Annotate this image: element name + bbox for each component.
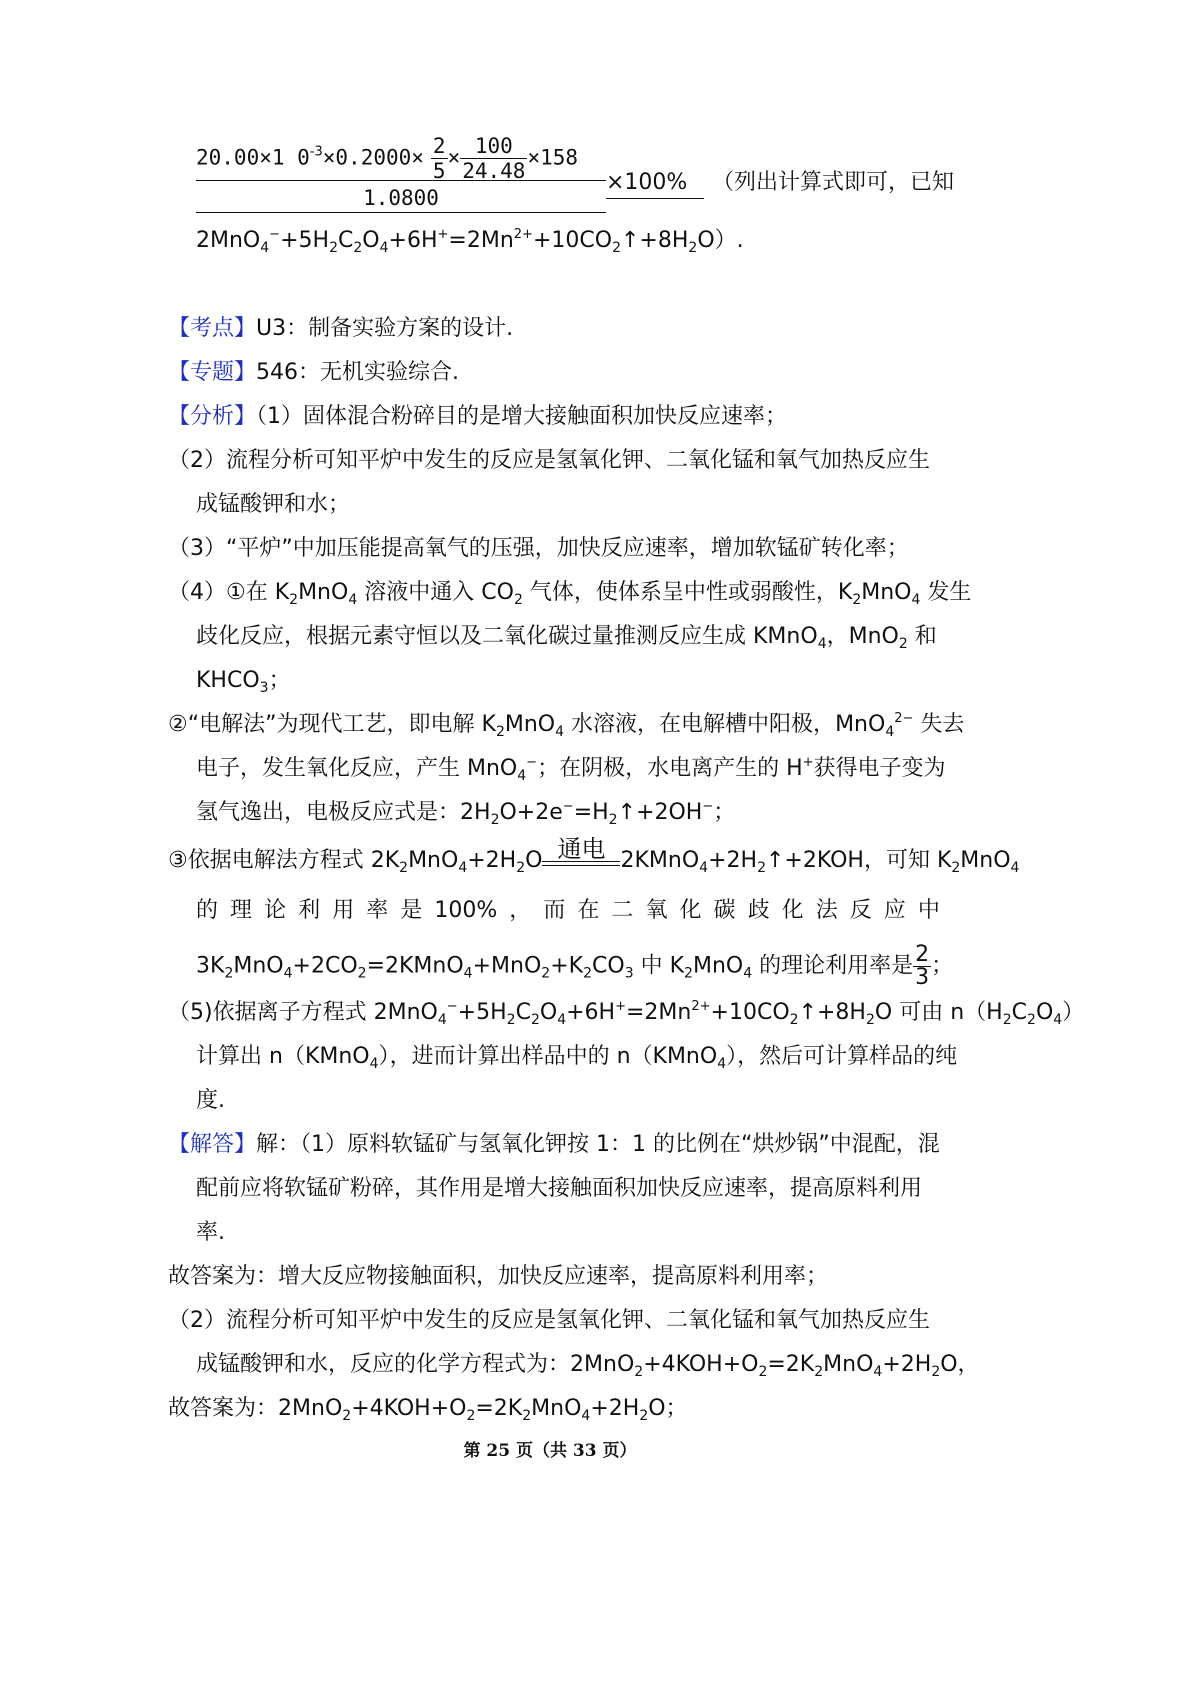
analysis-4-line3: $KHCO_3$； xyxy=(196,668,291,696)
analysis-5-line1: （5)依据离子方程式 $2MnO_4^-+5H_2C_2O_4+6H^+=2Mn^{2+}+10CO_2↑+8H_2O$ 可由 $n(H_2C_2O_4)$ xyxy=(168,999,1085,1028)
analysis-2-line1: （2）流程分析可知平炉中发生的反应是氢氧化钾、二氧化锰和氧气加热反应生 xyxy=(168,448,930,473)
justified-word: 化 xyxy=(781,898,804,923)
analysis-4-3-line1: ③依据电解法方程式 $2K_2MnO_4+2H_2O$ 通电 $2KMnO_4+2H_2↑+2KOH$，可知 $K_2MnO_4$ xyxy=(168,835,1020,876)
formula-note: （列出计算式即可，已知 xyxy=(712,170,955,195)
formula-numerator: 20.00×1 $0^{-3}\times 0.2000\times$ $\frac{2}{5}$ × $\frac{100}{24.48}$ ×158 xyxy=(196,134,606,181)
zhuanti-label: 【专题】 xyxy=(168,360,257,385)
justified-word: 利 xyxy=(298,898,321,923)
solution-2-line1: （2）流程分析可知平炉中发生的反应是氢氧化钾、二氧化锰和氧气加热反应生 xyxy=(168,1308,930,1333)
justified-word: 歧 xyxy=(747,898,770,923)
analysis-4-3-line3: $3K_2MnO_4+2CO_2=2KMnO_4+MnO_2+K_2CO_3$ 中 $K_2MnO_4$ 的理论利用率是 $\frac{2}{3}$ ； xyxy=(196,942,954,990)
justified-word: 应 xyxy=(883,898,906,923)
analysis-4-line1: （4）①在 $K_2MnO_4$ 溶液中通入 $CO_2$ 气体，使体系呈中性或弱酸性，$K_2MnO_4$ 发生 xyxy=(168,580,972,608)
analysis-4-3-line2 xyxy=(196,896,940,926)
justified-word: ， xyxy=(509,898,532,923)
kaodian-line: 【考点】U3：制备实验方案的设计. xyxy=(168,316,514,341)
justified-word: 法 xyxy=(815,898,838,923)
analysis-2-line2: 成锰酸钾和水； xyxy=(196,492,351,517)
page-footer: 第 25 页（共 33 页） xyxy=(463,1441,637,1461)
jieda-line1: 【解答】解：（1）原料软锰矿与氢氧化钾按 1：1 的比例在“烘炒锅”中混配，混 xyxy=(168,1132,940,1157)
analysis-4-2-line2: 电子，发生氧化反应，产生 MnO$_4$−；在阴极，水电离产生的 H+获得电子变为 xyxy=(196,755,946,784)
analysis-4-line2: 歧化反应，根据元素守恒以及二氧化碳过量推测反应生成 KMnO$_4$，MnO$_2$ 和 xyxy=(196,624,937,652)
justified-word: 化 xyxy=(679,898,702,923)
known-equation: $2MnO_4^-+5H_2C_2O_4+6H^+=2Mn^{2+}+10CO_2↑+8H_2O$）. xyxy=(196,227,744,256)
justified-word: 是 xyxy=(400,898,423,923)
justified-word: 反 xyxy=(849,898,872,923)
analysis-5-line3: 度. xyxy=(196,1088,225,1113)
fenxi-label: 【分析】 xyxy=(168,404,257,429)
fraction-100-24: $\frac{100}{24.48}$ xyxy=(462,134,526,183)
justified-word: 氧 xyxy=(645,898,668,923)
jieda-line3: 率. xyxy=(196,1220,225,1245)
solution-2-line2: 成锰酸钾和水，反应的化学方程式为：$2MnO_2+4KOH+O_2=2K_2MnO_4+2H_2O$， xyxy=(196,1352,980,1380)
justified-word: 用 xyxy=(332,898,355,923)
zhuanti-line: 【专题】546：无机实验综合. xyxy=(168,360,460,385)
formula-denominator: 1.0800 xyxy=(196,184,606,213)
jieda-label: 【解答】 xyxy=(168,1132,257,1157)
justified-word: 中 xyxy=(917,898,940,923)
justified-word: 率 xyxy=(366,898,389,923)
answer-2: 故答案为：$2MnO_2+4KOH+O_2=2K_2MnO_4+2H_2O$； xyxy=(168,1396,688,1424)
analysis-3: （3）“平炉”中加压能提高氧气的压强，加快反应速率，增加软锰矿转化率； xyxy=(168,536,909,561)
justified-word: 理 xyxy=(230,898,253,923)
analysis-4-2-line3: 氢气逸出，电极反应式是：$2H_2O+2e^-=H_2↑+2OH^-$； xyxy=(196,799,736,828)
answer-1: 故答案为：增大反应物接触面积，加快反应速率，提高原料利用率； xyxy=(168,1264,829,1289)
fraction-2-5: $\frac{2}{5}$ xyxy=(432,134,446,183)
times-100-percent: ×100% xyxy=(606,168,704,199)
justified-word: 在 xyxy=(577,898,600,923)
justified-word: 碳 xyxy=(713,898,736,923)
justified-word: 的 xyxy=(196,898,219,923)
analysis-5-line2: 计算出 n（KMnO$_4$），进而计算出样品中的 n（KMnO$_4$），然后可计算样品的纯 xyxy=(196,1044,958,1072)
jieda-line2: 配前应将软锰矿粉碎，其作用是增大接触面积加快反应速率，提高原料利用 xyxy=(196,1176,923,1201)
justified-word: 100% xyxy=(434,898,498,923)
justified-word: 而 xyxy=(543,898,566,923)
analysis-4-2-line1: ②“电解法”为现代工艺，即电解 $K_2MnO_4$ 水溶液，在电解槽中阳极，MnO$_4^{2-}$ 失去 xyxy=(168,711,965,740)
justified-word: 论 xyxy=(264,898,287,923)
electrolysis-arrow: 通电 xyxy=(542,846,620,876)
justified-word: 二 xyxy=(611,898,634,923)
fenxi-line: 【分析】（1）固体混合粉碎目的是增大接触面积加快反应速率； xyxy=(168,404,788,429)
fraction-2-3: $\frac{2}{3}$ xyxy=(915,942,930,990)
kaodian-label: 【考点】 xyxy=(168,316,257,341)
